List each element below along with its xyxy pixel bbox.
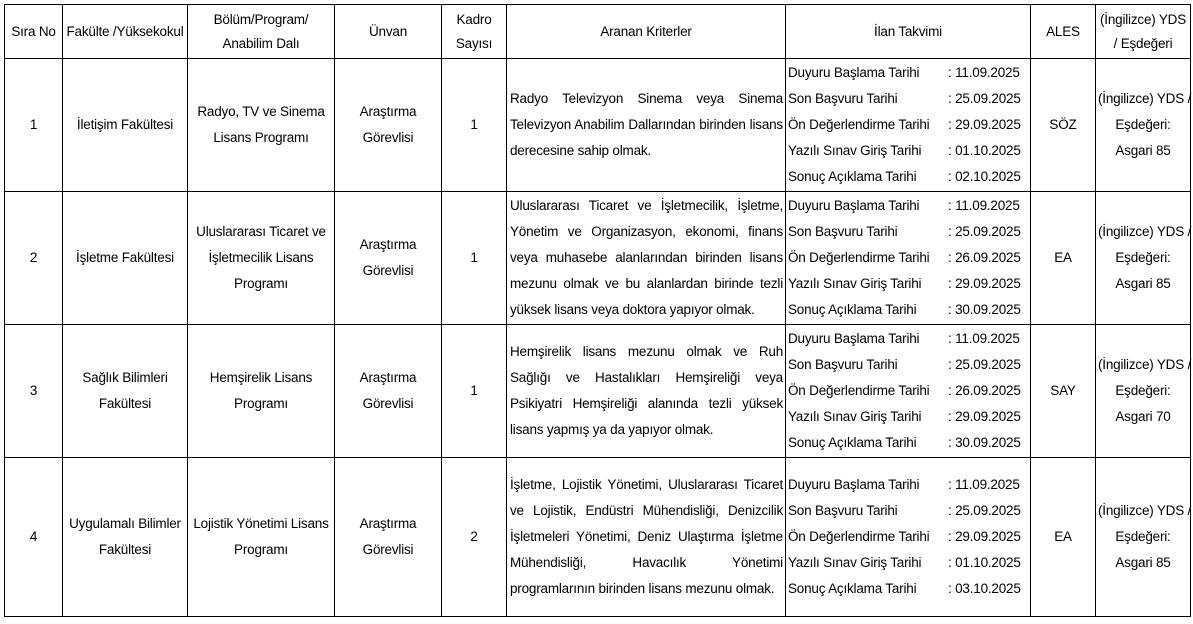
row-takvim <box>786 192 1031 325</box>
takvim-date: : 30.09.2025 <box>948 435 1021 450</box>
row-unvan: Araştırma Görevlisi <box>335 325 442 458</box>
yds-line: Asgari 70 <box>1115 409 1171 424</box>
takvim-line <box>786 378 1030 404</box>
takvim-label: Ön Değerlendirme Tarihi <box>788 250 930 265</box>
row-unvan: Araştırma Görevlisi <box>335 59 442 192</box>
takvim-date: : 11.09.2025 <box>948 477 1020 492</box>
row-yds <box>1096 458 1191 617</box>
takvim-label: Yazılı Sınav Giriş Tarihi <box>788 555 922 570</box>
table-row <box>5 325 1191 458</box>
takvim-label: Ön Değerlendirme Tarihi <box>788 529 930 544</box>
row-bolum: Hemşirelik Lisans Programı <box>188 325 335 458</box>
row-kadro: 1 <box>442 325 507 458</box>
takvim-line <box>786 245 1030 271</box>
takvim-line <box>786 219 1030 245</box>
takvim-line <box>786 404 1030 430</box>
takvim-date: : 25.09.2025 <box>948 91 1021 106</box>
header-row <box>5 5 1191 59</box>
row-takvim <box>786 59 1031 192</box>
yds-line: Eşdeğeri: <box>1115 383 1171 398</box>
row-yds <box>1096 59 1191 192</box>
header-kriter: Aranan Kriterler <box>507 5 786 59</box>
row-bolum: Lojistik Yönetimi Lisans Programı <box>188 458 335 617</box>
takvim-date: : 03.10.2025 <box>948 581 1021 596</box>
row-bolum: Uluslararası Ticaret ve İşletmecilik Lisans Programı <box>188 192 335 325</box>
takvim-line <box>786 326 1030 352</box>
takvim-label: Ön Değerlendirme Tarihi <box>788 383 930 398</box>
takvim-date: : 11.09.2025 <box>948 331 1020 346</box>
takvim-date: : 25.09.2025 <box>948 357 1021 372</box>
takvim-line <box>786 550 1030 576</box>
takvim-label: Ön Değerlendirme Tarihi <box>788 117 930 132</box>
takvim-date: : 29.09.2025 <box>948 276 1021 291</box>
row-takvim <box>786 325 1031 458</box>
takvim-label: Sonuç Açıklama Tarihi <box>788 302 917 317</box>
row-fakulte: İşletme Fakültesi <box>63 192 188 325</box>
row-no: 1 <box>5 59 63 192</box>
takvim-line <box>786 472 1030 498</box>
yds-line: Eşdeğeri: <box>1115 529 1171 544</box>
takvim-line <box>786 193 1030 219</box>
takvim-date: : 26.09.2025 <box>948 383 1021 398</box>
row-no: 3 <box>5 325 63 458</box>
header-kadro: Kadro Sayısı <box>442 5 507 59</box>
header-sira-no: Sıra No <box>5 5 63 59</box>
takvim-date: : 29.09.2025 <box>948 529 1021 544</box>
takvim-label: Son Başvuru Tarihi <box>788 503 898 518</box>
yds-line: (İngilizce) YDS / <box>1098 224 1192 239</box>
takvim-label: Son Başvuru Tarihi <box>788 224 898 239</box>
takvim-line <box>786 271 1030 297</box>
takvim-date: : 25.09.2025 <box>948 503 1021 518</box>
row-kriter: Hemşirelik lisans mezunu olmak ve Ruh Sağlığı ve Hastalıkları Hemşireliği veya Psikiyatri Hemşireliği alanında tezli yüksek lisans yapmış ya da yapıyor olmak. <box>507 325 786 458</box>
row-fakulte: Sağlık Bilimleri Fakültesi <box>63 325 188 458</box>
row-ales: EA <box>1031 458 1096 617</box>
takvim-date: : 11.09.2025 <box>948 198 1020 213</box>
header-takvim: İlan Takvimi <box>786 5 1031 59</box>
row-bolum: Radyo, TV ve Sinema Lisans Programı <box>188 59 335 192</box>
row-yds <box>1096 325 1191 458</box>
yds-line: (İngilizce) YDS / <box>1098 503 1192 518</box>
yds-line: Eşdeğeri: <box>1115 117 1171 132</box>
takvim-line <box>786 498 1030 524</box>
header-ales: ALES <box>1031 5 1096 59</box>
takvim-line <box>786 164 1030 190</box>
takvim-date: : 02.10.2025 <box>948 169 1021 184</box>
takvim-line <box>786 352 1030 378</box>
takvim-label: Duyuru Başlama Tarihi <box>788 65 920 80</box>
row-kadro: 1 <box>442 59 507 192</box>
takvim-label: Yazılı Sınav Giriş Tarihi <box>788 143 922 158</box>
row-no: 4 <box>5 458 63 617</box>
takvim-label: Sonuç Açıklama Tarihi <box>788 435 917 450</box>
takvim-date: : 25.09.2025 <box>948 224 1021 239</box>
yds-line: Eşdeğeri: <box>1115 250 1171 265</box>
takvim-line <box>786 524 1030 550</box>
row-no: 2 <box>5 192 63 325</box>
row-ales: SAY <box>1031 325 1096 458</box>
takvim-date: : 26.09.2025 <box>948 250 1021 265</box>
takvim-line <box>786 297 1030 323</box>
ilan-table <box>4 4 1191 617</box>
row-ales: EA <box>1031 192 1096 325</box>
takvim-line <box>786 112 1030 138</box>
row-fakulte: Uygulamalı Bilimler Fakültesi <box>63 458 188 617</box>
takvim-date: : 29.09.2025 <box>948 117 1021 132</box>
takvim-date: : 11.09.2025 <box>948 65 1020 80</box>
row-yds <box>1096 192 1191 325</box>
takvim-line <box>786 60 1030 86</box>
takvim-label: Duyuru Başlama Tarihi <box>788 331 920 346</box>
takvim-date: : 30.09.2025 <box>948 302 1021 317</box>
takvim-label: Yazılı Sınav Giriş Tarihi <box>788 276 922 291</box>
row-unvan: Araştırma Görevlisi <box>335 458 442 617</box>
table-row <box>5 458 1191 617</box>
takvim-line <box>786 576 1030 602</box>
takvim-line <box>786 430 1030 456</box>
row-kriter: Uluslararası Ticaret ve İşletmecilik, İşletme, Yönetim ve Organizasyon, ekonomi, finans veya muhasebe alanlarından birinden lisans mezunu olmak ve bu alanlardan birinde tezli yüksek lisans veya doktora yapıyor olmak. <box>507 192 786 325</box>
takvim-label: Son Başvuru Tarihi <box>788 91 898 106</box>
yds-line: Asgari 85 <box>1115 555 1171 570</box>
header-unvan: Ünvan <box>335 5 442 59</box>
header-yds: (İngilizce) YDS / Eşdeğeri <box>1096 5 1191 59</box>
takvim-line <box>786 138 1030 164</box>
takvim-date: : 01.10.2025 <box>948 555 1021 570</box>
takvim-label: Sonuç Açıklama Tarihi <box>788 581 917 596</box>
takvim-label: Sonuç Açıklama Tarihi <box>788 169 917 184</box>
row-kadro: 1 <box>442 192 507 325</box>
row-fakulte: İletişim Fakültesi <box>63 59 188 192</box>
yds-line: (İngilizce) YDS / <box>1098 91 1192 106</box>
takvim-label: Son Başvuru Tarihi <box>788 357 898 372</box>
takvim-date: : 01.10.2025 <box>948 143 1021 158</box>
yds-line: (İngilizce) YDS / <box>1098 357 1192 372</box>
takvim-date: : 29.09.2025 <box>948 409 1021 424</box>
row-kadro: 2 <box>442 458 507 617</box>
row-ales: SÖZ <box>1031 59 1096 192</box>
yds-line: Asgari 85 <box>1115 143 1171 158</box>
row-unvan: Araştırma Görevlisi <box>335 192 442 325</box>
row-takvim <box>786 458 1031 617</box>
yds-line: Asgari 85 <box>1115 276 1171 291</box>
row-kriter: Radyo Televizyon Sinema veya Sinema Televizyon Anabilim Dallarından birinden lisans derecesine sahip olmak. <box>507 59 786 192</box>
row-kriter: İşletme, Lojistik Yönetimi, Uluslararası Ticaret ve Lojistik, Endüstri Mühendisliği, Denizcilik İşletmeleri Yönetimi, Deniz Ulaştırma İşletme Mühendisliği, Havacılık Yönetimi programlarının birinden lisans mezunu olmak. <box>507 458 786 617</box>
header-bolum: Bölüm/Program/ Anabilim Dalı <box>188 5 335 59</box>
takvim-line <box>786 86 1030 112</box>
table-row <box>5 192 1191 325</box>
takvim-label: Duyuru Başlama Tarihi <box>788 198 920 213</box>
table-row <box>5 59 1191 192</box>
header-fakulte: Fakülte /Yüksekokul <box>63 5 188 59</box>
takvim-label: Duyuru Başlama Tarihi <box>788 477 920 492</box>
takvim-label: Yazılı Sınav Giriş Tarihi <box>788 409 922 424</box>
